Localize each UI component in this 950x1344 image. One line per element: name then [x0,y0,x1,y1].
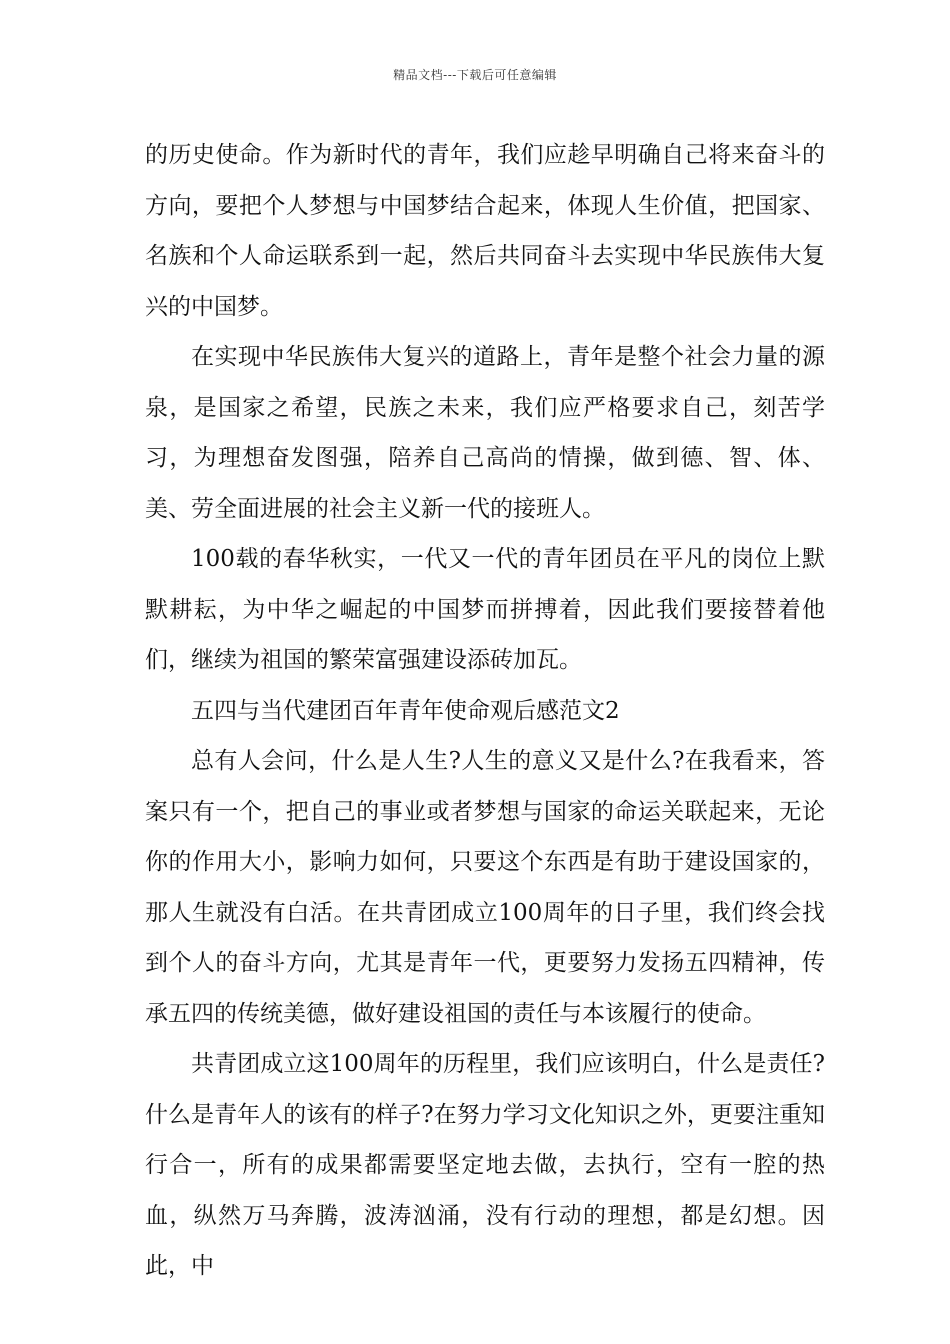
page-header: 精品文档---下载后可任意编辑 [393,68,557,82]
paragraph: 共青团成立这100周年的历程里，我们应该明白，什么是责任?什么是青年人的该有的样子?在努力学习文化知识之外，更要注重知行合一，所有的成果都需要坚定地去做，去执行，空有一腔的热血，纵然万马奔腾，波涛汹涌，没有行动的理想，都是幻想。因此，中 [145,1051,825,1279]
document-body [145,130,825,1292]
paragraph: 总有人会问，什么是人生?人生的意义又是什么?在我看来，答案只有一个，把自己的事业或者梦想与国家的命运关联起来，无论你的作用大小，影响力如何，只要这个东西是有助于建设国家的，那人生就没有白活。在共青团成立100周年的日子里，我们终会找到个人的奋斗方向，尤其是青年一代，更要努力发扬五四精神，传承五四的传统美德，做好建设祖国的责任与本该履行的使命。 [145,748,825,1027]
paragraph: 100载的春华秋实，一代又一代的青年团员在平凡的岗位上默默耕耘，为中华之崛起的中国梦而拼搏着，因此我们要接替着他们，继续为祖国的繁荣富强建设添砖加瓦。 [145,546,825,673]
paragraph: 在实现中华民族伟大复兴的道路上，青年是整个社会力量的源泉，是国家之希望，民族之未来，我们应严格要求自己，刻苦学习，为理想奋发图强，陪养自己高尚的情操，做到德、智、体、美、劳全面进展的社会主义新一代的接班人。 [145,344,825,522]
paragraph-continuation: 的历史使命。作为新时代的青年，我们应趁早明确自己将来奋斗的方向，要把个人梦想与中国梦结合起来，体现人生价值，把国家、名族和个人命运联系到一起，然后共同奋斗去实现中华民族伟大复兴的中国梦。 [145,142,825,320]
section-heading: 五四与当代建团百年青年使命观后感范文2 [191,697,620,724]
